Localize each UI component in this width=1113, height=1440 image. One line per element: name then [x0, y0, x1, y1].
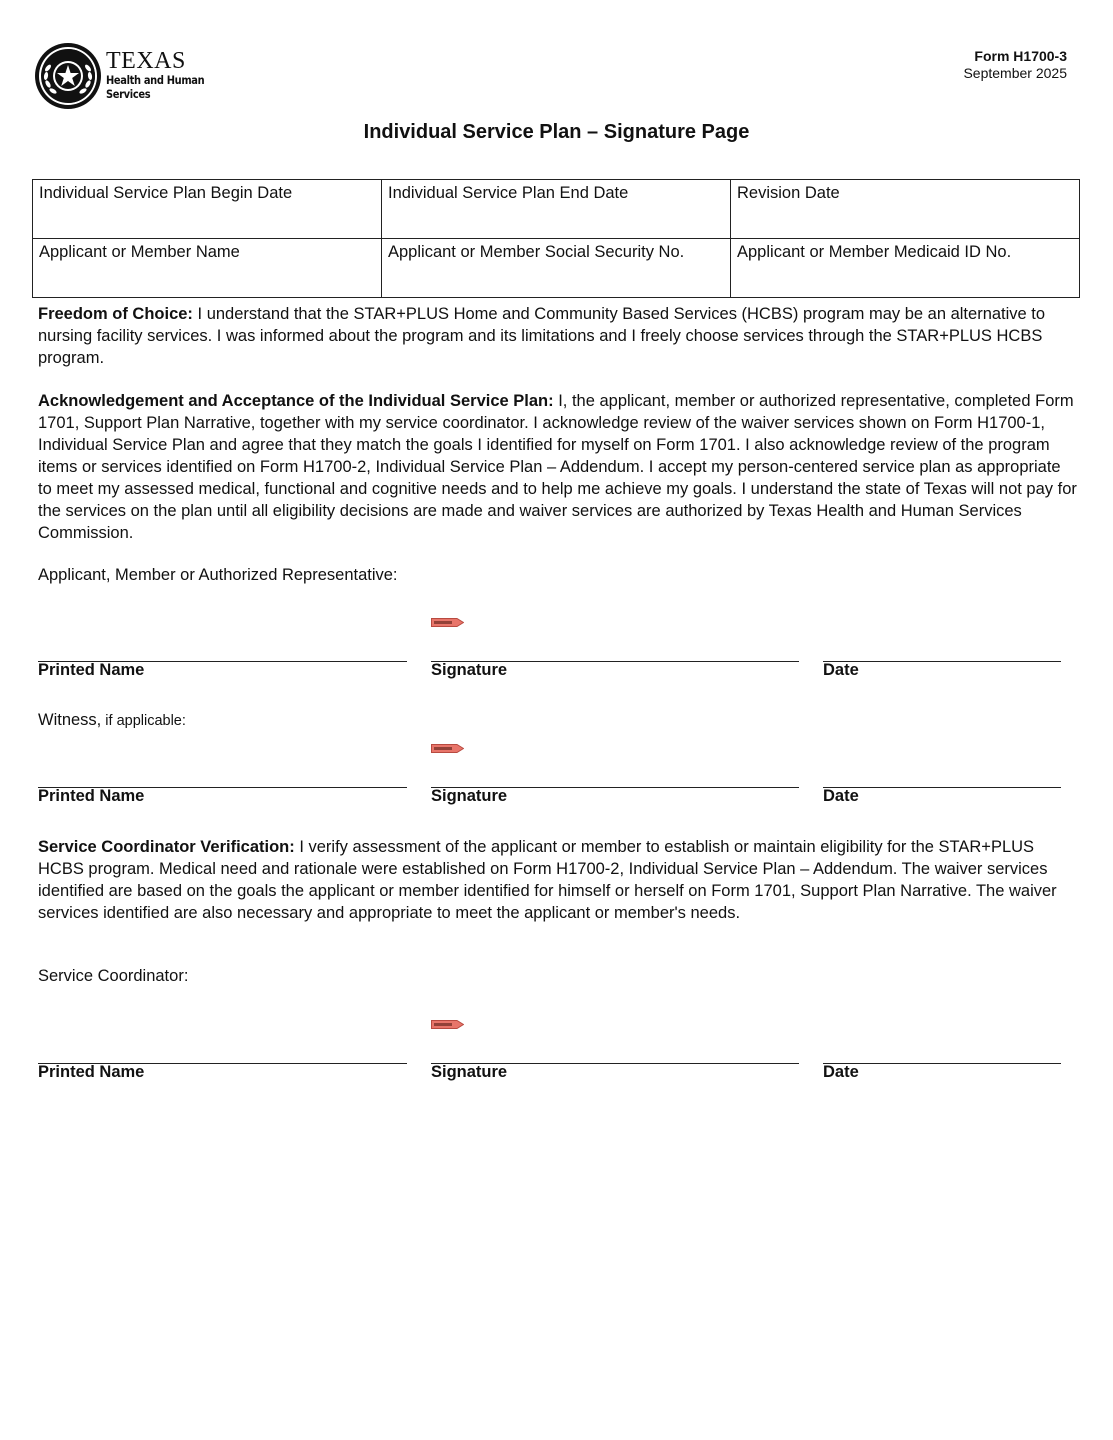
applicant-signature-field[interactable]: [431, 661, 799, 679]
printed-name-label: Printed Name: [38, 1063, 145, 1081]
signature-label: Signature: [431, 661, 508, 679]
acknowledgement-paragraph: [38, 390, 1078, 544]
freedom-text: I understand that the STAR+PLUS Home and Community Based Services (HCBS) program may be an alternative to nursing facility services. I was informed about the program and its limitations and I freely choose services through the STAR+PLUS HCBS program.: [38, 305, 1046, 367]
printed-name-label: Printed Name: [38, 787, 145, 805]
acknowledgement-heading: Acknowledgement and Acceptance of the Individual Service Plan:: [38, 392, 554, 410]
date-label: Date: [823, 1063, 859, 1081]
field-label: Applicant or Member Name: [39, 243, 240, 261]
coordinator-printed-name-field[interactable]: [38, 1063, 407, 1081]
freedom-heading: Freedom of Choice:: [38, 305, 193, 323]
coordinator-date-field[interactable]: [823, 1063, 1061, 1081]
witness-signature-field[interactable]: [431, 787, 799, 805]
witness-label-main: Witness,: [38, 711, 102, 729]
verification-text: I verify assessment of the applicant or member to establish or maintain eligibility for the STAR+PLUS HCBS program. Medical need and rationale were established on Form H1700-2, Individual Service Plan – Addendum. The waiver services identified are based on the goals the applicant or member identified for himself or herself on Form 1701, Support Plan Narrative. The waiver services identified are also necessary and appropriate to meet the applicant or member's needs.: [38, 838, 1057, 922]
signature-label: Signature: [431, 1063, 508, 1081]
signature-label: Signature: [431, 787, 508, 805]
field-label: Revision Date: [737, 184, 840, 202]
coordinator-signature-field[interactable]: [431, 1063, 799, 1081]
form-number: Form H1700-3: [974, 48, 1067, 64]
applicant-label: Applicant, Member or Authorized Representative:: [38, 566, 398, 584]
texas-state-seal-icon: [34, 42, 102, 110]
member-medicaid-id-field[interactable]: [731, 239, 1080, 298]
date-label: Date: [823, 787, 859, 805]
applicant-signature-row: [0, 621, 1113, 681]
table-row: [33, 239, 1080, 298]
form-identifier: [963, 48, 1067, 82]
verification-heading: Service Coordinator Verification:: [38, 838, 295, 856]
logo-line3: Services: [106, 87, 151, 101]
revision-date-field[interactable]: [731, 180, 1080, 239]
acknowledgement-text: I, the applicant, member or authorized representative, completed Form 1701, Support Plan Narrative, together with my service coordinator. I acknowledge review of the waiver services shown on Form H1700-1, Individual Service Plan and agree that they match the goals I identified for myself on Form 1701. I also acknowledge review of the program items or services identified on Form H1700-2, Individual Service Plan – Addendum. I accept my person-centered service plan as appropriate to meet my assessed medical, functional and cognitive needs and to help me achieve my goals. I understand the state of Texas will not pay for the services on the plan until all eligibility decisions are made and waiver services are authorized by Texas Health and Human Services Commission.: [38, 392, 1077, 542]
applicant-printed-name-field[interactable]: [38, 661, 407, 679]
printed-name-label: Printed Name: [38, 661, 145, 679]
logo-texas: TEXAS: [106, 48, 186, 74]
coordinator-label: Service Coordinator:: [38, 967, 189, 985]
coordinator-signature-row: [0, 1023, 1113, 1083]
witness-label-sub: if applicable:: [101, 713, 186, 729]
page-title: Individual Service Plan – Signature Page: [363, 121, 750, 143]
form-date: September 2025: [963, 65, 1067, 81]
plan-end-date-field[interactable]: [382, 180, 731, 239]
info-table: [32, 179, 1080, 298]
field-label: Individual Service Plan End Date: [388, 184, 629, 202]
field-label: Individual Service Plan Begin Date: [39, 184, 293, 202]
date-label: Date: [823, 661, 859, 679]
field-label: Applicant or Member Social Security No.: [388, 243, 685, 261]
witness-printed-name-field[interactable]: [38, 787, 407, 805]
witness-label: [38, 711, 186, 730]
hhs-logo: [34, 42, 234, 110]
member-ssn-field[interactable]: [382, 239, 731, 298]
field-label: Applicant or Member Medicaid ID No.: [737, 243, 1012, 261]
coordinator-verification-paragraph: [38, 836, 1078, 924]
plan-begin-date-field[interactable]: [33, 180, 382, 239]
logo-text: [106, 48, 220, 101]
table-row: [33, 180, 1080, 239]
witness-date-field[interactable]: [823, 787, 1061, 805]
logo-line2: Health and Human: [106, 73, 205, 87]
member-name-field[interactable]: [33, 239, 382, 298]
freedom-of-choice-paragraph: [38, 303, 1078, 369]
applicant-date-field[interactable]: [823, 661, 1061, 679]
witness-signature-row: [0, 747, 1113, 807]
